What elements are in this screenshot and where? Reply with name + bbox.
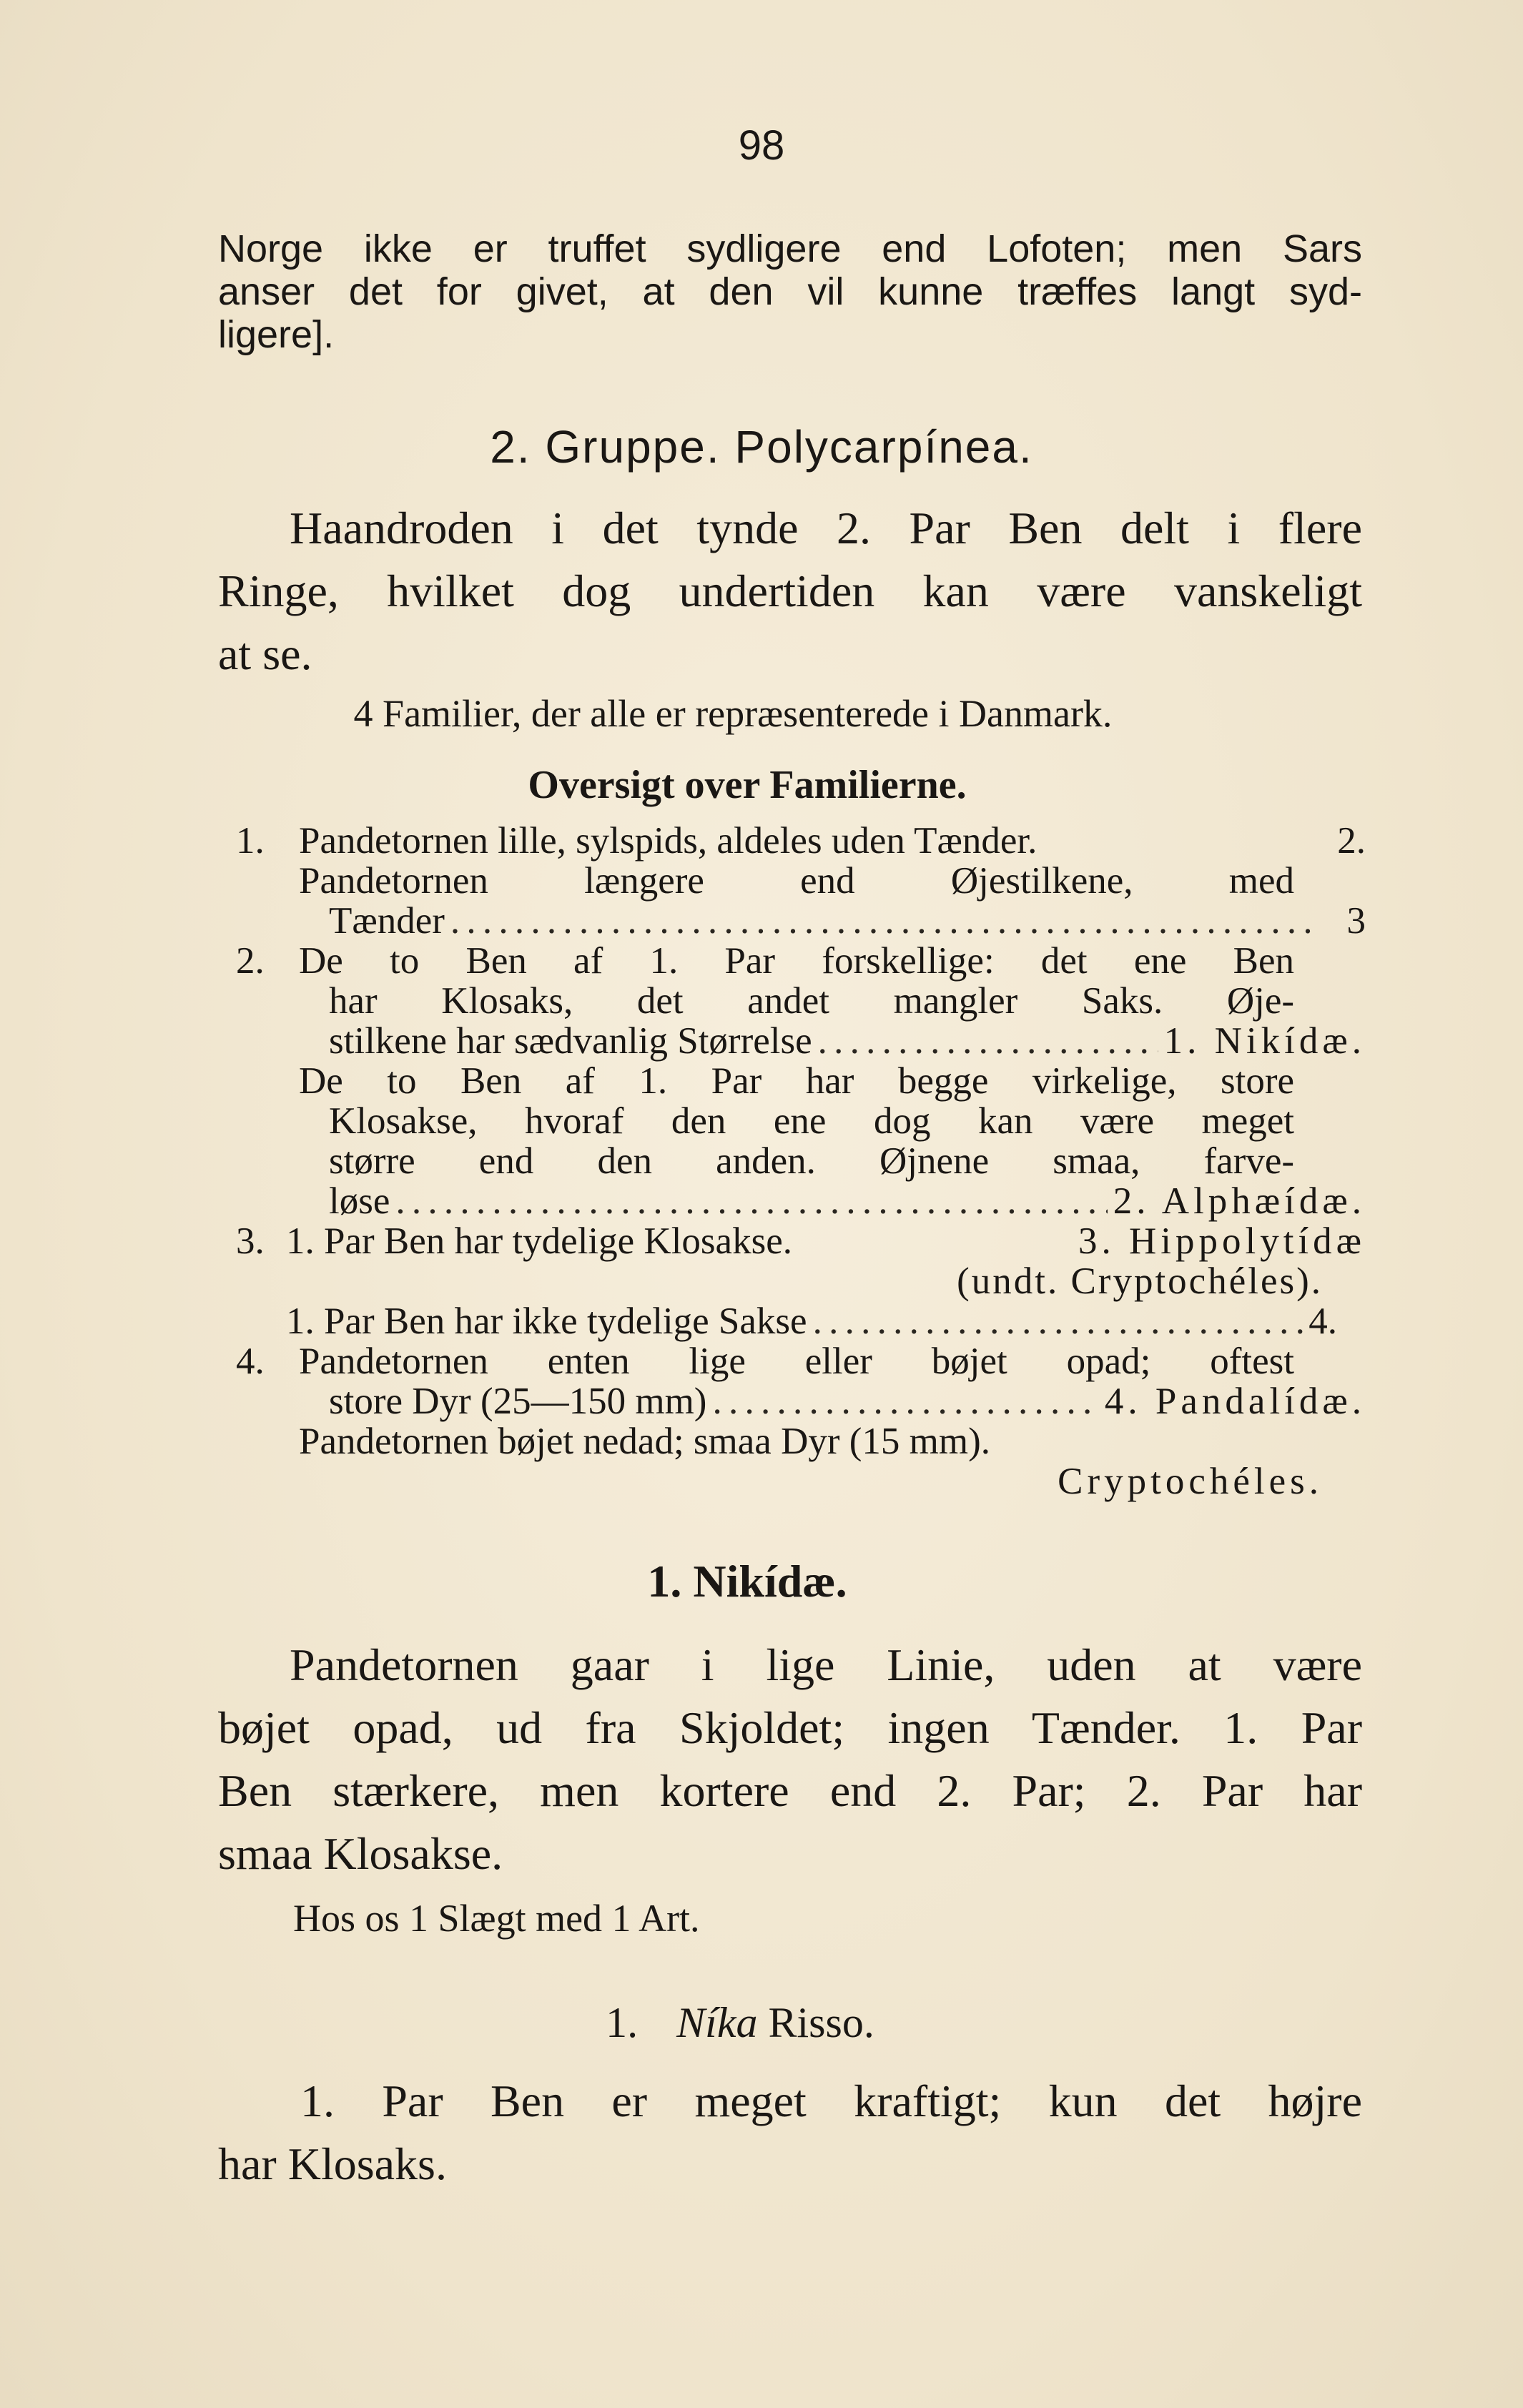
key-text-wrap bbox=[299, 941, 1294, 981]
genus-description bbox=[218, 2070, 1362, 2196]
families-note: 4 Familier, der alle er repræsenterede i Danmark. bbox=[353, 692, 1113, 735]
key-number: 3. bbox=[236, 1220, 265, 1262]
key-reference: 4. Pandalídæ. bbox=[1104, 1381, 1366, 1422]
key-row bbox=[236, 901, 1366, 941]
key-text-wrap bbox=[299, 1061, 1294, 1101]
key-reference: 2. Alphæídæ. bbox=[1113, 1180, 1366, 1222]
key-reference-text: (undt. Cryptochéles). bbox=[957, 1260, 1323, 1302]
family-desc-line: Pandetornen gaar i lige Linie, uden at være bbox=[290, 1639, 1362, 1690]
key-text: Pandetornen enten lige eller bøjet opad; oftest bbox=[299, 1341, 1294, 1382]
group-desc-line: Haandroden i det tynde 2. Par Ben delt i flere bbox=[290, 503, 1362, 553]
key-text-wrap bbox=[329, 1181, 1366, 1221]
key-row bbox=[236, 1261, 1366, 1301]
key-text: stilkene har sædvanlig Størrelse bbox=[329, 1020, 812, 1062]
key-number: 2. bbox=[236, 940, 265, 982]
key-number: 4. bbox=[236, 1341, 265, 1382]
key-row bbox=[236, 1021, 1366, 1061]
key-text: 1. Par Ben har ikke tydelige Sakse bbox=[286, 1301, 807, 1342]
key-row bbox=[236, 1061, 1366, 1101]
genus-desc-line: har Klosaks. bbox=[218, 2138, 447, 2189]
key-reference bbox=[957, 1261, 1323, 1301]
key-text: større end den anden. Øjnene smaa, farve- bbox=[329, 1140, 1294, 1182]
key-text-wrap bbox=[329, 1381, 1366, 1421]
key-row bbox=[236, 981, 1366, 1021]
key-row bbox=[236, 1221, 1366, 1261]
family-desc-line: bøjet opad, ud fra Skjoldet; ingen Tænder. 1. Par bbox=[218, 1702, 1362, 1753]
key-text: Pandetornen bøjet nedad; smaa Dyr (15 mm). bbox=[299, 1421, 990, 1462]
key-text-wrap bbox=[329, 981, 1294, 1021]
key-row bbox=[236, 1181, 1366, 1221]
family-desc-line: Ben stærkere, men kortere end 2. Par; 2. Par har bbox=[218, 1765, 1362, 1816]
genus-heading bbox=[0, 1998, 1502, 2048]
key-text: 1. Par Ben har tydelige Klosakse. bbox=[286, 1220, 792, 1262]
group-desc-line: at se. bbox=[218, 628, 312, 679]
leader-dots bbox=[712, 1381, 1098, 1421]
intro-line: Norge ikke er truffet sydligere end Lofoten; men Sars bbox=[218, 227, 1362, 270]
genus-name: Níka bbox=[676, 1999, 758, 2046]
leader-dots bbox=[450, 901, 1317, 941]
overview-heading: Oversigt over Familierne. bbox=[528, 763, 967, 807]
key-row bbox=[236, 1341, 1366, 1381]
key-text-wrap bbox=[299, 861, 1294, 901]
group-description bbox=[218, 497, 1362, 686]
family-description bbox=[218, 1634, 1362, 1885]
key-text-wrap bbox=[329, 1021, 1366, 1061]
key-text-wrap bbox=[286, 1221, 1366, 1261]
key-text: Pandetornen længere end Øjestilkene, med bbox=[299, 860, 1294, 902]
genus-note: Hos os 1 Slægt med 1 Art. bbox=[293, 1897, 700, 1940]
key-text: Klosakse, hvoraf den ene dog kan være meget bbox=[329, 1100, 1294, 1142]
key-row bbox=[236, 941, 1366, 981]
key-row bbox=[236, 821, 1366, 861]
group-heading: 2. Gruppe. Polycarpínea. bbox=[490, 421, 1033, 473]
key-reference: 3. Hippolytídæ bbox=[1078, 1220, 1366, 1262]
key-text-wrap bbox=[329, 1101, 1294, 1141]
leader-dots bbox=[813, 1301, 1303, 1341]
key-row bbox=[236, 1381, 1366, 1421]
key-text: store Dyr (25—150 mm) bbox=[329, 1381, 707, 1422]
key-text-wrap bbox=[299, 821, 1366, 861]
key-text-wrap bbox=[286, 1301, 1337, 1341]
leader-dots bbox=[395, 1181, 1107, 1221]
key-reference: 3 bbox=[1346, 900, 1366, 942]
key-reference: 4. bbox=[1308, 1301, 1337, 1342]
key-text: De to Ben af 1. Par forskellige: det ene Ben bbox=[299, 940, 1294, 982]
family-desc-line: smaa Klosakse. bbox=[218, 1828, 503, 1879]
intro-line: ligere]. bbox=[218, 313, 335, 356]
key-row bbox=[236, 861, 1366, 901]
intro-line: anser det for givet, at den vil kunne træffes langt syd- bbox=[218, 270, 1362, 313]
key-reference: 1. Nikídæ. bbox=[1163, 1020, 1366, 1062]
key-text: De to Ben af 1. Par har begge virkelige, store bbox=[299, 1060, 1294, 1102]
key-text: Tænder bbox=[329, 900, 445, 942]
key-text: løse bbox=[329, 1180, 390, 1222]
key-row bbox=[236, 1101, 1366, 1141]
family-key bbox=[236, 821, 1366, 1501]
key-row bbox=[236, 1461, 1366, 1501]
key-row bbox=[236, 1141, 1366, 1181]
family-heading: 1. Nikídæ. bbox=[647, 1556, 847, 1607]
leader-dots bbox=[818, 1021, 1158, 1061]
key-text-wrap bbox=[299, 1341, 1294, 1381]
key-row bbox=[236, 1301, 1366, 1341]
key-text-wrap bbox=[329, 1141, 1294, 1181]
key-text: Pandetornen lille, sylspids, aldeles uden Tænder. bbox=[299, 820, 1037, 862]
key-text-wrap bbox=[299, 1421, 1366, 1461]
key-text: har Klosaks, det andet mangler Saks. Øje- bbox=[329, 980, 1294, 1022]
key-reference: 2. bbox=[1337, 820, 1366, 862]
key-number: 1. bbox=[236, 820, 265, 862]
group-desc-line: Ringe, hvilket dog undertiden kan være vanskeligt bbox=[218, 566, 1362, 616]
page-number: 98 bbox=[738, 122, 785, 169]
genus-desc-line: 1. Par Ben er meget kraftigt; kun det højre bbox=[300, 2076, 1362, 2126]
key-text-wrap bbox=[329, 901, 1366, 941]
key-row bbox=[236, 1421, 1366, 1461]
genus-number: 1. bbox=[606, 1999, 639, 2046]
intro-paragraph bbox=[218, 227, 1362, 356]
genus-author: Risso. bbox=[768, 1999, 874, 2046]
key-reference: Cryptochéles. bbox=[1058, 1461, 1323, 1502]
